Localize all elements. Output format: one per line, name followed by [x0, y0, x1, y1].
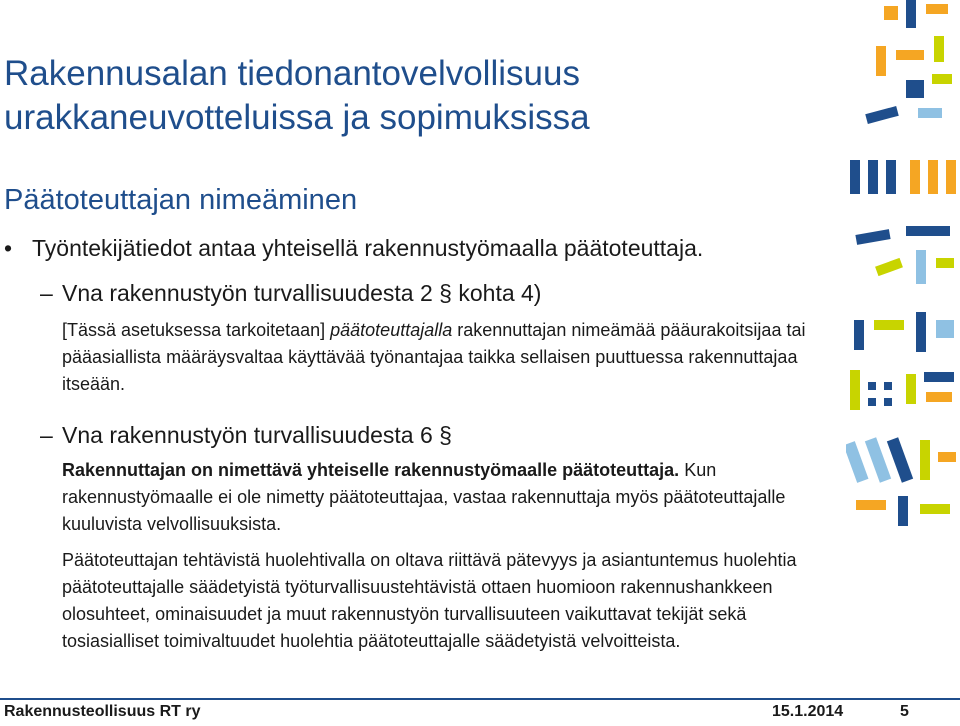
footer-page-number: 5	[900, 703, 909, 720]
paragraph-competence: Päätoteuttajan tehtävistä huolehtivalla on oltava riittävä pätevyys ja asiantuntemus huolehtia päätoteuttajalle säädetyistä työturvallisuustehtävistä ottaen huomioon rakennushankkeen olosuhteet, ominaisuudet ja muut rakennustyön turvallisuuteen vaikuttavat tekijät sekä tosiasialliset toimivaltuudet huolehtia päätoteuttajalle säädetyistä velvoitteista.	[62, 550, 797, 651]
dash-item-2-text: Vna rakennustyön turvallisuudesta 6 §	[62, 422, 452, 448]
footer-organization: Rakennusteollisuus RT ry	[4, 703, 201, 720]
paragraph-definition-term: päätoteuttajalla	[330, 320, 453, 340]
paragraph-obligation	[62, 457, 822, 538]
dash-icon: ‒	[40, 422, 53, 448]
footer-date: 15.1.2014	[772, 703, 844, 720]
title-line-1: Rakennusalan tiedonantovelvollisuus	[4, 54, 580, 93]
dash-icon: ‒	[40, 280, 53, 306]
paragraph-obligation-rest: Kun rakennustyömaalle ei ole nimetty päätoteuttajaa, vastaa rakennuttaja myös päätoteuttajalle kuuluvista velvollisuuksista.	[62, 460, 786, 534]
dash-item-1-text: Vna rakennustyön turvallisuudesta 2 § kohta 4)	[62, 280, 542, 306]
paragraph-definition-rest: rakennuttajan nimeämää pääurakoitsijaa tai pääasiallista määräysvaltaa käyttävää työnantajaa taikka sellaisen puuttuessa rakennuttajaa itseään.	[62, 320, 806, 394]
title-line-2: urakkaneuvotteluissa ja sopimuksissa	[4, 98, 590, 137]
slide-subtitle: Päätoteuttajan nimeäminen	[4, 184, 358, 216]
decorative-pattern	[846, 0, 960, 540]
bullet-text: Työntekijätiedot antaa yhteisellä rakennustyömaalla päätoteuttaja.	[32, 235, 704, 261]
slide-title	[4, 52, 804, 140]
paragraph-definition	[62, 317, 822, 398]
bullet-icon: •	[4, 235, 13, 261]
paragraph-obligation-bold: Rakennuttajan on nimettävä yhteiselle rakennustyömaalle päätoteuttaja.	[62, 460, 680, 480]
paragraph-definition-lead: [Tässä asetuksessa tarkoitetaan]	[62, 320, 331, 340]
